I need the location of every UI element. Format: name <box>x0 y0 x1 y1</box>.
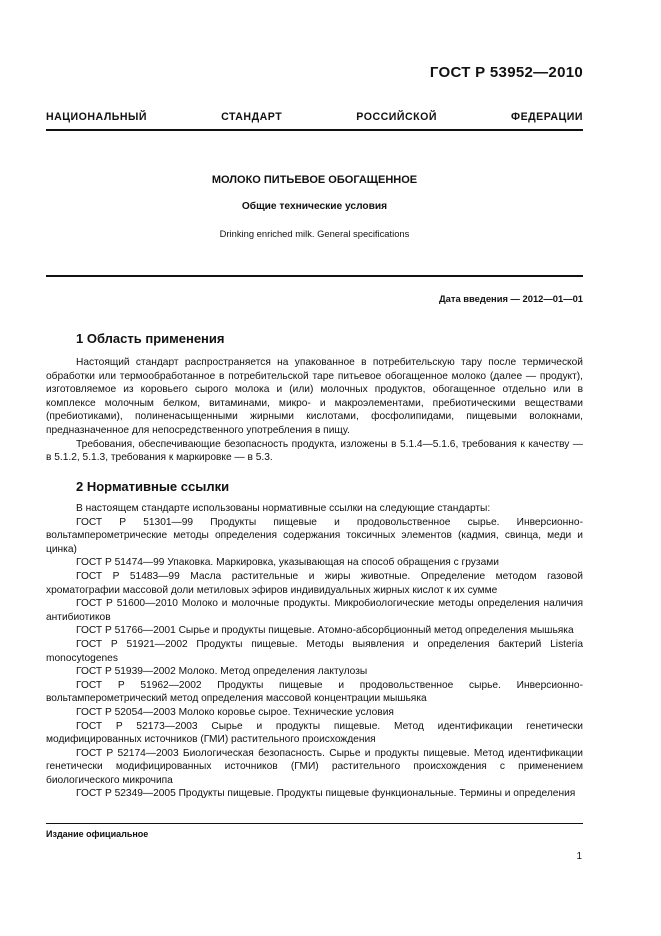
section-2-body <box>46 502 583 801</box>
reference-item: ГОСТ Р 51600—2010 Молоко и молочные продукты. Микробиологические методы определения наличия антибиотиков <box>46 598 583 623</box>
title-divider <box>46 275 583 277</box>
national-standard-banner: НАЦИОНАЛЬНЫЙ СТАНДАРТ РОССИЙСКОЙ ФЕДЕРАЦИИ <box>46 111 583 123</box>
edition-note: Издание официальное <box>46 829 149 839</box>
reference-item: ГОСТ Р 52349—2005 Продукты пищевые. Продукты пищевые функциональные. Термины и определения <box>76 788 576 800</box>
document-subtitle: Общие технические условия <box>241 201 388 212</box>
section-1-body <box>46 356 583 465</box>
paragraph: В настоящем стандарте использованы нормативные ссылки на следующие стандарты: <box>76 503 491 514</box>
reference-item: ГОСТ Р 51921—2002 Продукты пищевые. Методы выявления и определения бактерий Listeria monocytogenes <box>46 638 583 664</box>
paragraph: Требования, обеспечивающие безопасность продукта, изложены в 5.1.4—5.1.6, требования к качеству — в 5.1.2, 5.1.3, требования к маркировке — в 5.3. <box>46 438 583 464</box>
paragraph: Настоящий стандарт распространяется на упакованное в потребительскую тару после термической обработки или термообработанное в потребительской таре питьевое обогащенное молоко (далее — продукт), изготовляемое из коровьего сырого молока и (или) молочных продуктов, обогащенное отдельно или в комплексе молочным белком, витаминами, микро- и макроэлементами, пребиотическими веществами (пребиотиками), полиненасыщенными жирными кислотами, фосфолипидами, пищевыми волокнами, предназначенное для непосредственного употребления в пищу. <box>46 357 583 436</box>
header-divider <box>46 129 583 131</box>
reference-item: ГОСТ Р 52054—2003 Молоко коровье сырое. Технические условия <box>76 706 394 718</box>
reference-item: ГОСТ Р 51483—99 Масла растительные и жиры животные. Определение методом газовой хроматографии массовой доли метиловых эфиров индивидуальных жирных кислот к их сумме <box>46 570 583 596</box>
document-title-english: Drinking enriched milk. General specifications <box>219 228 410 239</box>
reference-item: ГОСТ Р 51939—2002 Молоко. Метод определения лактулозы <box>76 666 368 678</box>
page-number: 1 <box>576 851 582 862</box>
reference-item: ГОСТ Р 51766—2001 Сырье и продукты пищевые. Атомно-абсорбционный метод определения мышьяка <box>76 625 574 637</box>
gost-number: ГОСТ Р 53952—2010 <box>429 64 583 81</box>
reference-item: ГОСТ Р 51962—2002 Продукты пищевые и продовольственное сырье. Инверсионно-вольтамперометрический метод определения массовой концентрации мышьяка <box>46 679 583 705</box>
reference-item: ГОСТ Р 52174—2003 Биологическая безопасность. Сырье и продукты пищевые. Метод идентификации генетически модифицированных источников (ГМИ) растительного происхождения с применением биологического микрочипа <box>46 747 583 786</box>
document-title: МОЛОКО ПИТЬЕВОЕ ОБОГАЩЕННОЕ <box>211 174 418 186</box>
reference-item: ГОСТ Р 52173—2003 Сырье и продукты пищевые. Метод идентификации генетически модифицированных источников (ГМИ) растительного происхождения <box>46 720 583 746</box>
reference-item: ГОСТ Р 51301—99 Продукты пищевые и продовольственное сырье. Инверсионно-вольтамперометрические методы определения содержания токсичных элементов (кадмия, свинца, меди и цинка) <box>46 516 583 555</box>
reference-item: ГОСТ Р 51474—99 Упаковка. Маркировка, указывающая на способ обращения с грузами <box>76 557 499 569</box>
introduction-date: Дата введения — 2012—01—01 <box>438 293 583 304</box>
footer-divider <box>46 823 583 824</box>
section-1-heading: 1 Область применения <box>76 331 225 346</box>
section-2-heading: 2 Нормативные ссылки <box>76 479 230 494</box>
